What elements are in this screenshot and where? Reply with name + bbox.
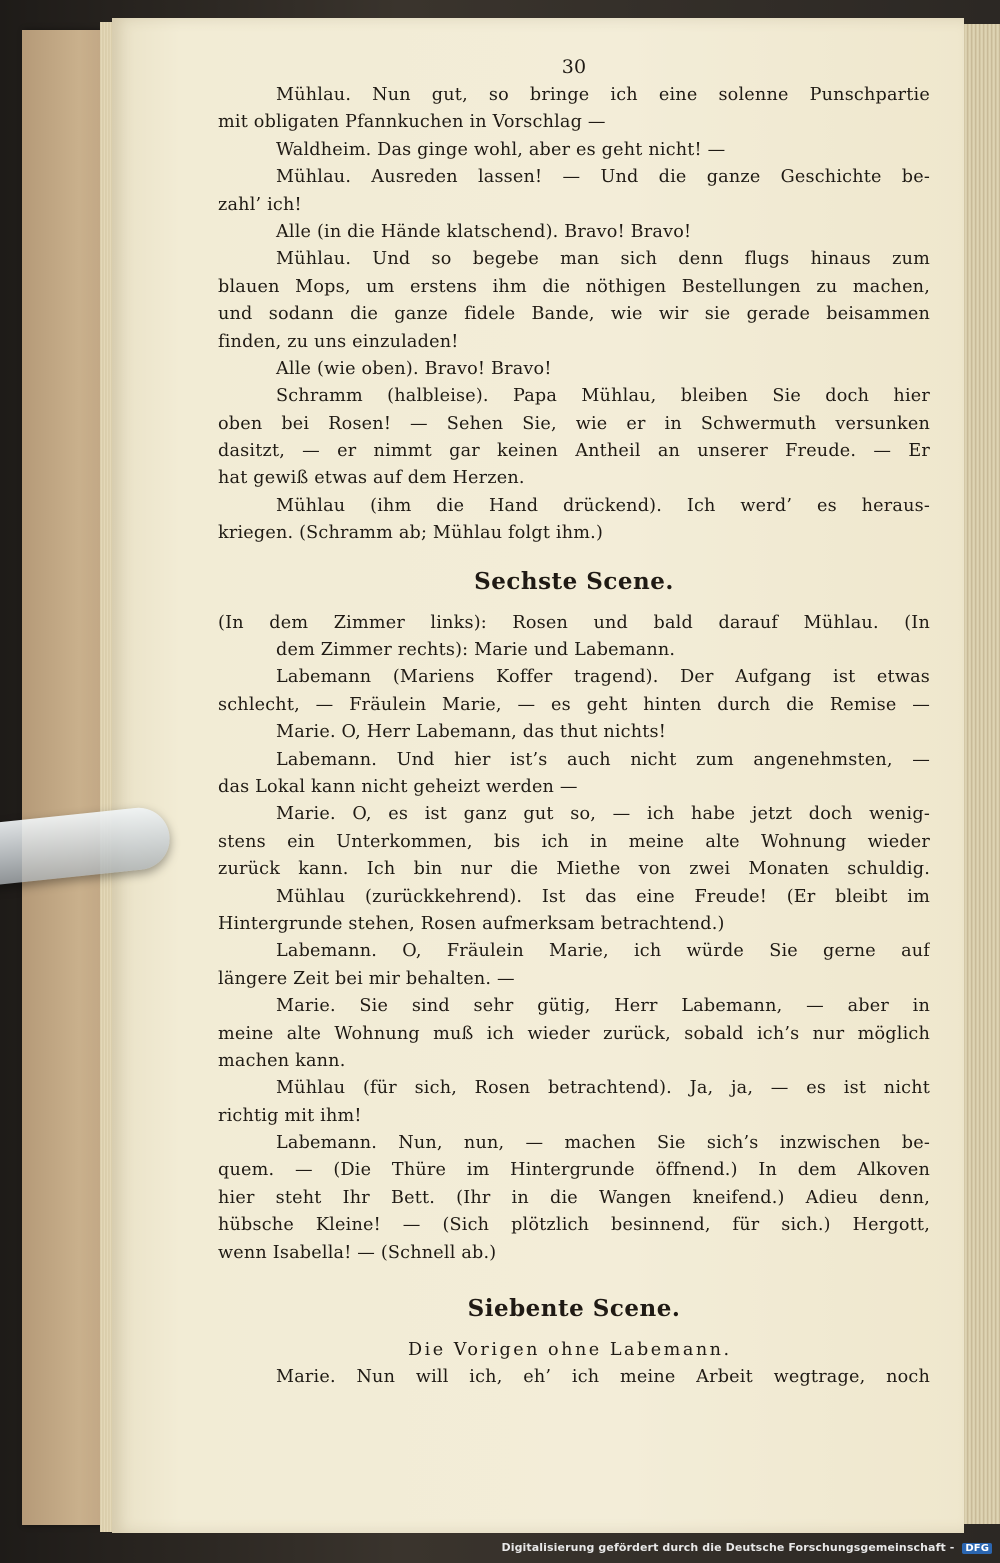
text-line: Marie. Sie sind sehr gütig, Herr Labemann, — aber in xyxy=(276,996,930,1017)
text-line: Labemann. Und hier ist’s auch nicht zum angenehmsten, — xyxy=(276,749,930,770)
text-line: zurück kann. Ich bin nur die Miethe von zwei Monaten schuldig. xyxy=(218,859,930,880)
text-line: Alle (wie oben). Bravo! Bravo! xyxy=(276,358,552,379)
page-edges-right xyxy=(964,24,1000,1524)
page-number: 30 xyxy=(561,56,587,78)
text-line: Mühlau (ihm die Hand drückend). Ich werd’ es heraus- xyxy=(276,495,930,516)
page-text xyxy=(218,52,930,1392)
text-line: Mühlau. Und so begebe man sich denn flugs hinaus zum xyxy=(276,249,930,270)
scene-heading: Siebente Scene. xyxy=(467,1295,681,1323)
text-line: kriegen. (Schramm ab; Mühlau folgt ihm.) xyxy=(218,523,604,544)
text-line: richtig mit ihm! xyxy=(218,1105,362,1126)
text-line: hat gewiß etwas auf dem Herzen. xyxy=(218,468,525,489)
text-line: stens ein Unterkommen, bis ich in meine alte Wohnung wieder xyxy=(218,831,930,852)
text-line: Waldheim. Das ginge wohl, aber es geht nicht! — xyxy=(276,139,726,160)
text-line: dem Zimmer rechts): Marie und Labemann. xyxy=(276,640,676,661)
text-line: mit obligaten Pfannkuchen in Vorschlag — xyxy=(218,112,606,133)
text-line: meine alte Wohnung muß ich wieder zurück, sobald ich’s nur möglich xyxy=(218,1023,930,1044)
text-line: Labemann. O, Fräulein Marie, ich würde Sie gerne auf xyxy=(276,941,930,962)
text-line: zahl’ ich! xyxy=(218,194,302,215)
text-line: Mühlau (für sich, Rosen betrachtend). Ja, ja, — es ist nicht xyxy=(276,1078,930,1099)
text-line: dasitzt, — er nimmt gar keinen Antheil an unserer Freude. — Er xyxy=(218,441,930,462)
text-line: Marie. O, Herr Labemann, das thut nichts! xyxy=(276,722,667,743)
text-line: und sodann die ganze fidele Bande, wie wir sie gerade beisammen xyxy=(218,304,930,325)
text-line: längere Zeit bei mir behalten. — xyxy=(218,968,515,989)
text-line: Mühlau. Nun gut, so bringe ich eine solenne Punschpartie xyxy=(276,85,930,105)
text-line: blauen Mops, um erstens ihm die nöthigen Bestellungen zu machen, xyxy=(218,276,930,297)
text-line: hübsche Kleine! — (Sich plötzlich besinnend, für sich.) Hergott, xyxy=(218,1215,930,1236)
text-line: quem. — (Die Thüre im Hintergrunde öffnend.) In dem Alkoven xyxy=(218,1160,930,1181)
dfg-logo: DFG xyxy=(962,1543,992,1554)
text-line: oben bei Rosen! — Sehen Sie, wie er in Schwermuth versunken xyxy=(218,413,930,434)
text-line: finden, zu uns einzuladen! xyxy=(218,331,459,352)
text-lines xyxy=(218,82,930,1392)
text-line: Labemann (Mariens Koffer tragend). Der Aufgang ist etwas xyxy=(276,667,930,688)
text-line: Hintergrunde stehen, Rosen aufmerksam betrachtend.) xyxy=(218,913,725,934)
text-line: Schramm (halbleise). Papa Mühlau, bleiben Sie doch hier xyxy=(276,386,930,407)
text-line: das Lokal kann nicht geheizt werden — xyxy=(218,776,578,797)
digitization-footer xyxy=(501,1541,992,1559)
text-line: Mühlau. Ausreden lassen! — Und die ganze Geschichte be- xyxy=(276,167,930,188)
scene-heading: Sechste Scene. xyxy=(474,567,674,595)
text-line: Alle (in die Hände klatschend). Bravo! Bravo! xyxy=(276,221,692,242)
text-line: Marie. O, es ist ganz gut so, — ich habe jetzt doch wenig- xyxy=(276,804,930,825)
text-line: machen kann. xyxy=(218,1050,346,1071)
text-line: Die Vorigen ohne Labemann. xyxy=(408,1340,732,1361)
text-line: hier steht Ihr Bett. (Ihr in die Wangen kneifend.) Adieu denn, xyxy=(218,1187,930,1208)
text-line: schlecht, — Fräulein Marie, — es geht hinten durch die Remise — xyxy=(218,694,930,715)
footer-text: Digitalisierung gefördert durch die Deutsche Forschungsgemeinschaft - xyxy=(501,1541,955,1554)
text-line: Marie. Nun will ich, eh’ ich meine Arbeit wegtrage, noch xyxy=(276,1367,930,1388)
text-line: wenn Isabella! — (Schnell ab.) xyxy=(218,1242,497,1263)
text-line: (In dem Zimmer links): Rosen und bald darauf Mühlau. (In xyxy=(218,612,930,633)
text-line: Mühlau (zurückkehrend). Ist das eine Freude! (Er bleibt im xyxy=(276,886,930,907)
text-line: Labemann. Nun, nun, — machen Sie sich’s inzwischen be- xyxy=(276,1133,930,1154)
